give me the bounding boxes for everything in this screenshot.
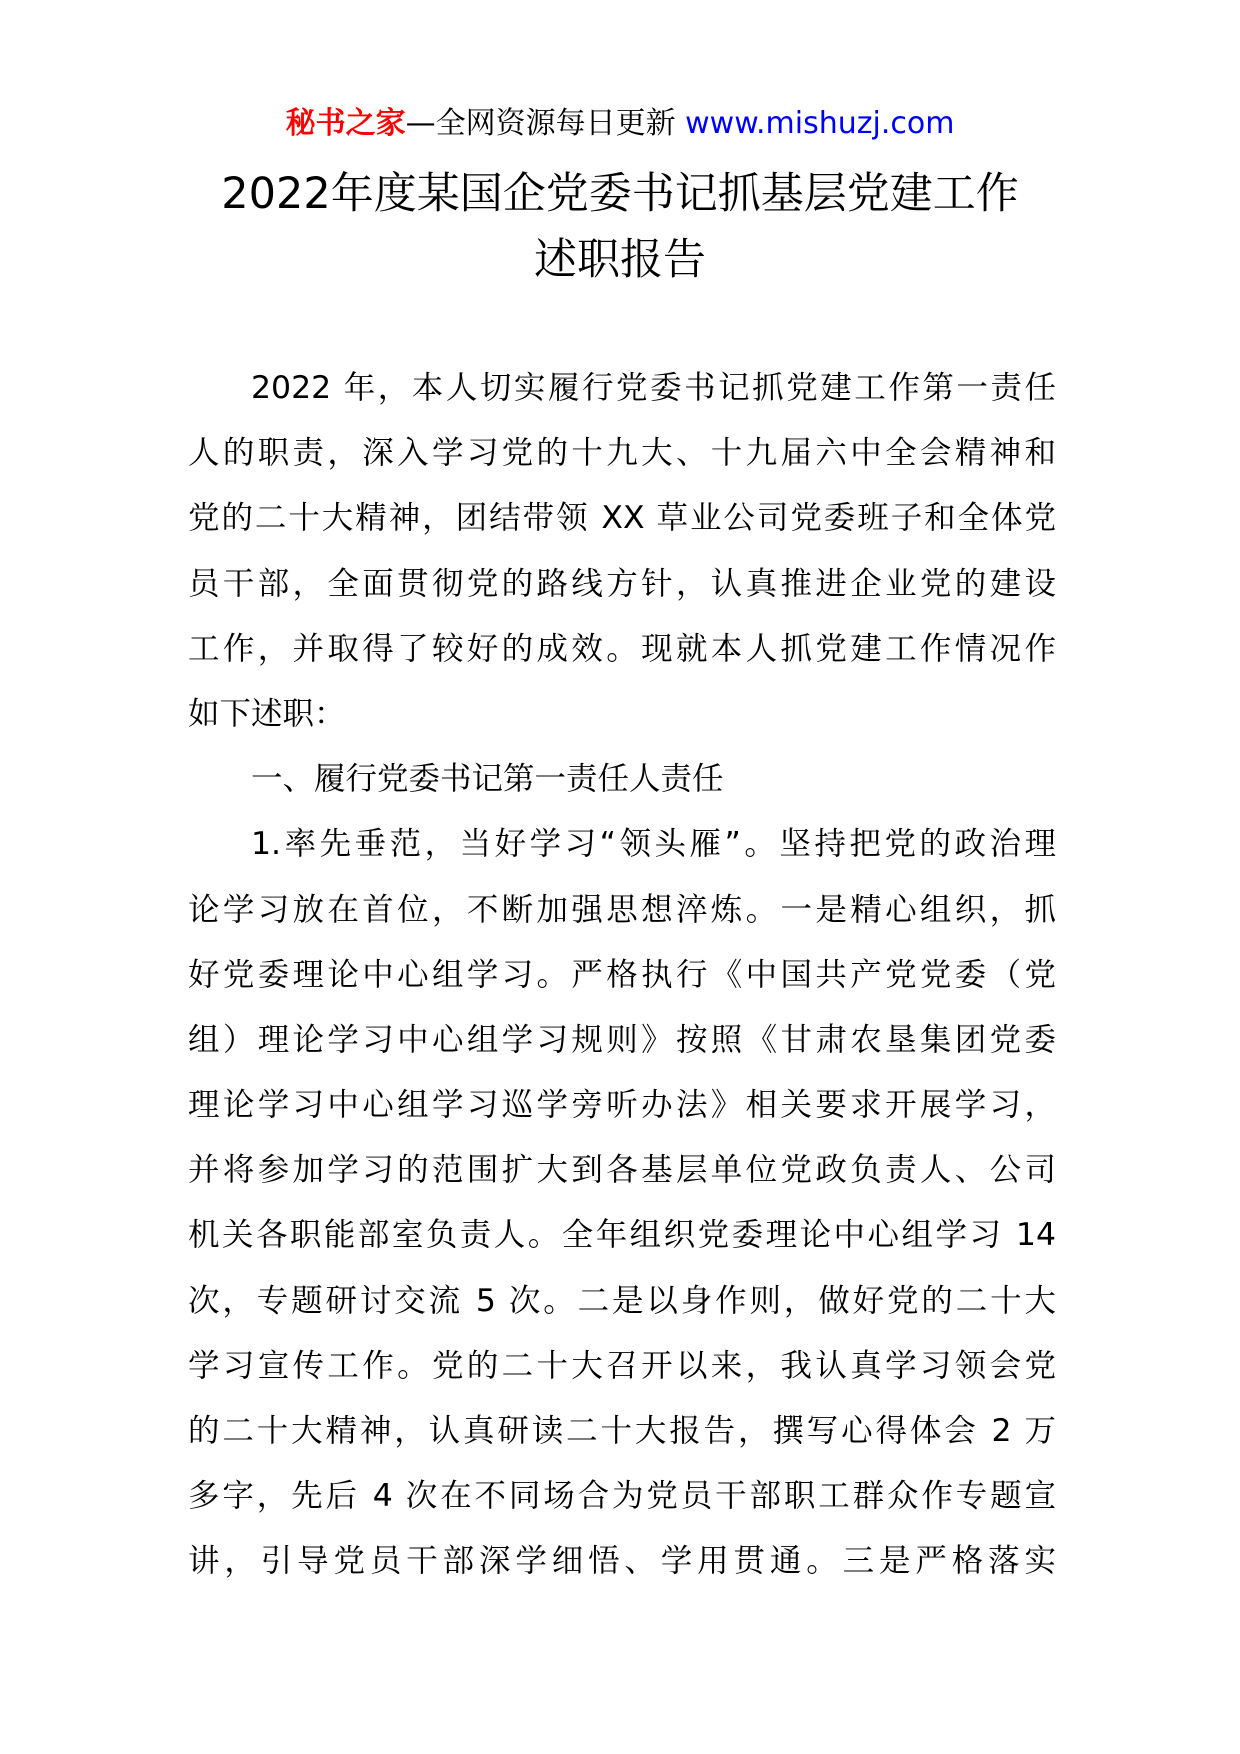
document-title-line-1: 2022年度某国企党委书记抓基层党建工作 [221, 169, 1019, 219]
body-line: 理论学习中心组学习巡学旁听办法》相关要求开展学习， [188, 1087, 1056, 1124]
document-title-line-2: 述职报告 [534, 235, 706, 285]
body-line: 员干部，全面贯彻党的路线方针，认真推进企业党的建设 [188, 565, 1056, 602]
site-header [0, 102, 1240, 146]
body-line: 次，专题研讨交流 5 次。二是以身作则，做好党的二十大 [188, 1282, 1056, 1319]
body-line: 党的二十大精神，团结带领 XX 草业公司党委班子和全体党 [188, 500, 1056, 537]
section-heading: 一、履行党委书记第一责任人责任 [251, 761, 724, 798]
body-line: 机关各职能部室负责人。全年组织党委理论中心组学习 14 [188, 1217, 1056, 1254]
site-brand: 秘书之家 [285, 106, 406, 141]
body-line: 学习宣传工作。党的二十大召开以来，我认真学习领会党 [188, 1347, 1056, 1384]
body-line: 2022 年，本人切实履行党委书记抓党建工作第一责任 [251, 370, 1056, 406]
site-tagline: —全网资源每日更新 [405, 106, 686, 141]
body-line: 工作，并取得了较好的成效。现就本人抓党建工作情况作 [188, 630, 1056, 667]
body-line: 如下述职： [188, 695, 346, 732]
body-line: 论学习放在首位，不断加强思想淬炼。一是精心组织，抓 [188, 891, 1056, 928]
site-link[interactable]: www.mishuzj.com [685, 106, 955, 141]
body-line: 组）理论学习中心组学习规则》按照《甘肃农垦集团党委 [188, 1021, 1056, 1058]
document-body [188, 356, 1056, 1595]
body-line: 1.率先垂范，当好学习“领头雁”。坚持把党的政治理 [251, 826, 1056, 863]
body-line: 好党委理论中心组学习。严格执行《中国共产党党委（党 [188, 956, 1056, 993]
body-line: 的二十大精神，认真研读二十大报告，撰写心得体会 2 万 [188, 1413, 1056, 1449]
body-line: 多字，先后 4 次在不同场合为党员干部职工群众作专题宣 [188, 1478, 1056, 1515]
body-line: 人的职责，深入学习党的十九大、十九届六中全会精神和 [188, 435, 1056, 472]
body-line: 并将参加学习的范围扩大到各基层单位党政负责人、公司 [188, 1152, 1056, 1189]
body-line: 讲，引导党员干部深学细悟、学用贯通。三是严格落实 [188, 1543, 1056, 1580]
